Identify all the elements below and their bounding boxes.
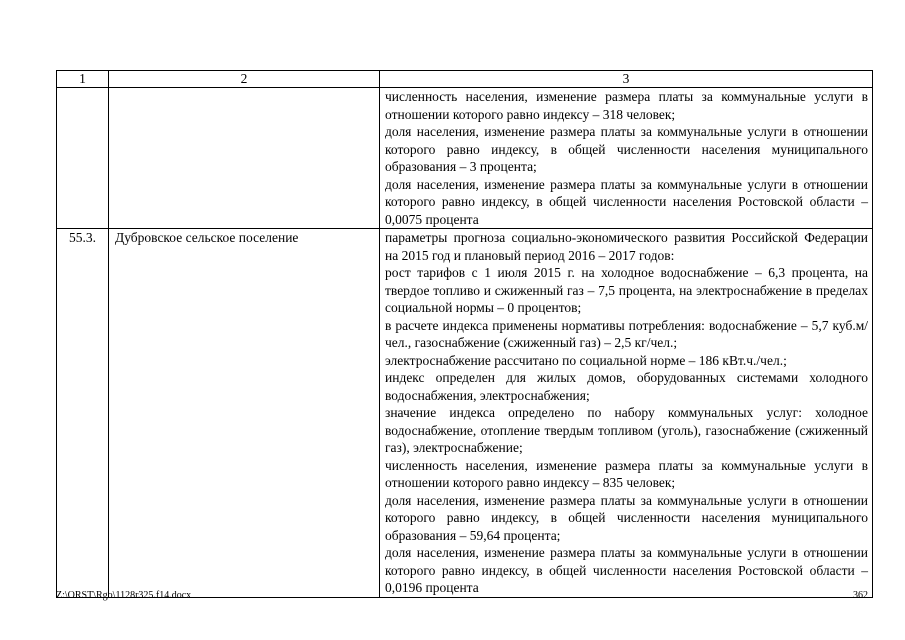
paragraph: индекс определен для жилых домов, оборудованных системами холодного водоснабжения, электроснабжения; (385, 370, 868, 403)
tariff-index-table (56, 70, 873, 598)
paragraph: доля населения, изменение размера платы за коммунальные услуги в отношении которого равно индексу, в общей численности населения муниципального образования – 3 процента; (385, 124, 868, 174)
paragraph: доля населения, изменение размера платы за коммунальные услуги в отношении которого равно индексу, в общей численности населения муниципального образования – 59,64 процента; (385, 492, 868, 543)
footer-file-path: Z:\ORST\Rgo\1128r325.f14.docx (56, 590, 192, 601)
column-header-1: 1 (57, 71, 109, 88)
paragraph: электроснабжение рассчитано по социальной норме – 186 кВт.ч./чел.; (385, 352, 787, 368)
paragraph: численность населения, изменение размера платы за коммунальные услуги в отношении которого равно индексу – 835 человек; (385, 457, 868, 490)
row-number: 55.3. (57, 229, 109, 598)
column-header-2: 2 (109, 71, 380, 88)
row-number (57, 88, 109, 229)
paragraph: рост тарифов с 1 июля 2015 г. на холодное водоснабжение – 6,3 процента, на твердое топливо и сжиженный газ – 7,5 процента, на электроснабжение в пределах социальной нормы – 0 процентов; (385, 265, 868, 315)
paragraph: численность населения, изменение размера платы за коммунальные услуги в отношении которого равно индексу – 318 человек; (385, 89, 868, 122)
parameters-cell (380, 229, 873, 598)
column-header-3: 3 (380, 71, 873, 88)
paragraph: доля населения, изменение размера платы за коммунальные услуги в отношении которого равно индексу, в общей численности населения Ростовской области – 0,0075 процента (385, 176, 868, 227)
paragraph: в расчете индекса применены нормативы потребления: водоснабжение – 5,7 куб.м/чел., газоснабжение (сжиженный газ) – 2,5 кг/чел.; (385, 317, 868, 350)
paragraph: значение индекса определено по набору коммунальных услуг: холодное водоснабжение, отопление твердым топливом (уголь), газоснабжение (сжиженный газ), электроснабжение; (385, 405, 868, 455)
footer-page-number: 362 (853, 590, 868, 601)
settlement-name (109, 88, 380, 229)
table-row (57, 229, 873, 598)
paragraph: параметры прогноза социально-экономического развития Российской Федерации на 2015 год и плановый период 2016 – 2017 годов: (385, 230, 868, 263)
parameters-cell (380, 88, 873, 229)
settlement-name: Дубровское сельское поселение (109, 229, 380, 598)
table-header-row (57, 71, 873, 88)
table-row (57, 88, 873, 229)
paragraph: доля населения, изменение размера платы за коммунальные услуги в отношении которого равно индексу, в общей численности населения Ростовской области – 0,0196 процента (385, 545, 868, 595)
